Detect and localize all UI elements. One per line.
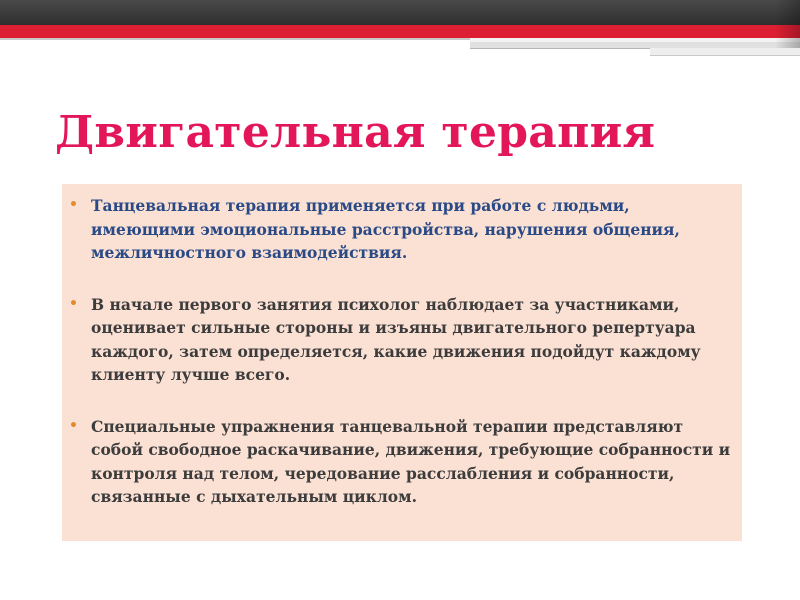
header-shadow xyxy=(775,0,800,48)
slide-title: Двигательная терапия xyxy=(55,107,656,158)
header-tail-line xyxy=(650,55,800,56)
header-dark-bar xyxy=(0,0,800,25)
header-gray-line xyxy=(0,38,470,40)
bullet-item: • В начале первого занятия психолог наблюдает за участниками, оценивает сильные стороны и изъяны двигательного репертуара каждого, затем определяется, какие движения подойдут каждому клиенту лучше всего. xyxy=(91,293,732,387)
header-gray-band-highlight xyxy=(470,38,800,42)
bullet-item: • Танцевальная терапия применяется при работе с людьми, имеющими эмоциональные расстройства, нарушения общения, межличностного взаимодействия. xyxy=(91,194,732,265)
content-box xyxy=(62,184,742,541)
bullet-item: • Специальные упражнения танцевальной терапии представляют собой свободное раскачивание, движения, требующие собранности и контроля над телом, чередование расслабления и собранности, связанные с дыхательным циклом. xyxy=(91,415,732,509)
header-red-bar xyxy=(0,25,800,39)
